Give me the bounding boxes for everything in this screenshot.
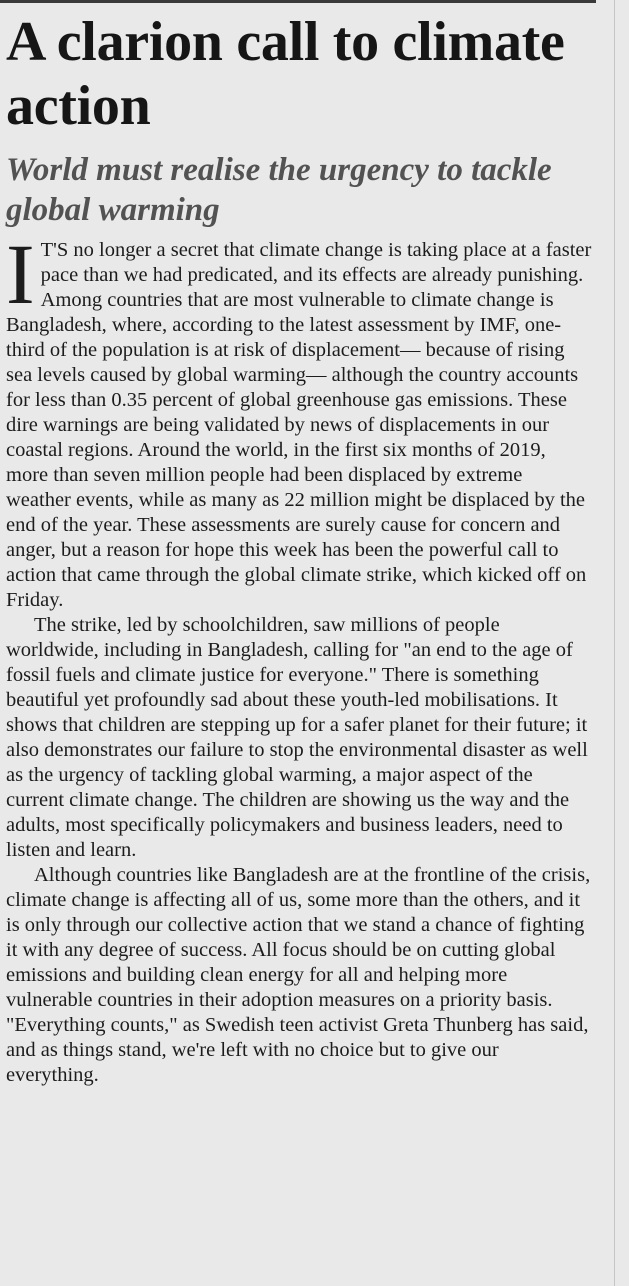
paragraph-1	[6, 226, 592, 613]
paragraph-1-text: T'S no longer a secret that climate change is taking place at a faster pace than we had predicated, and its effects are already punishing. Among countries that are most vulnerable to climate change is Bangladesh, where, according to the latest assessment by IMF, one-third of the population is at risk of displacement— because of rising sea levels caused by global warming— although the country accounts for less than 0.35 percent of global greenhouse gas emissions. These dire warnings are being validated by news of displacements in our coastal regions. Around the world, in the first six months of 2019, more than seven million people had been displaced by extreme weather events, while as many as 22 million might be displaced by the end of the year. These assessments are surely cause for concern and anger, but a reason for hope this week has been the powerful call to action that came through the global climate strike, which kicked off on Friday.	[6, 239, 592, 611]
headline: A clarion call to climate action	[6, 11, 565, 137]
paragraph-2: The strike, led by schoolchildren, saw millions of people worldwide, including in Bangladesh, calling for "an end to the age of fossil fuels and climate justice for everyone." There is something beautiful yet profoundly sad about these youth-led mobilisations. It shows that children are stepping up for a safer planet for their future; it also demonstrates our failure to stop the environmental disaster as well as the urgency of tackling global warming, a major aspect of the current climate change. The children are showing us the way and the adults, most specifically policymakers and business leaders, need to listen and learn.	[6, 614, 588, 861]
column-divider	[614, 0, 615, 1286]
top-rule	[0, 0, 596, 3]
paragraph-3: Although countries like Bangladesh are at the frontline of the crisis, climate change is affecting all of us, some more than the others, and it is only through our collective action that we stand a chance of fighting it with any degree of success. All focus should be on cutting global emissions and building clean energy for all and helping more vulnerable countries in their adoption measures on a priority basis. "Everything counts," as Swedish teen activist Greta Thunberg has said, and as things stand, we're left with no choice but to give our everything.	[6, 864, 591, 1086]
drop-cap: I	[6, 226, 35, 322]
article-body	[6, 226, 592, 1088]
editorial-column	[6, 10, 592, 1088]
subheadline: World must realise the urgency to tackle global warming	[6, 152, 552, 228]
